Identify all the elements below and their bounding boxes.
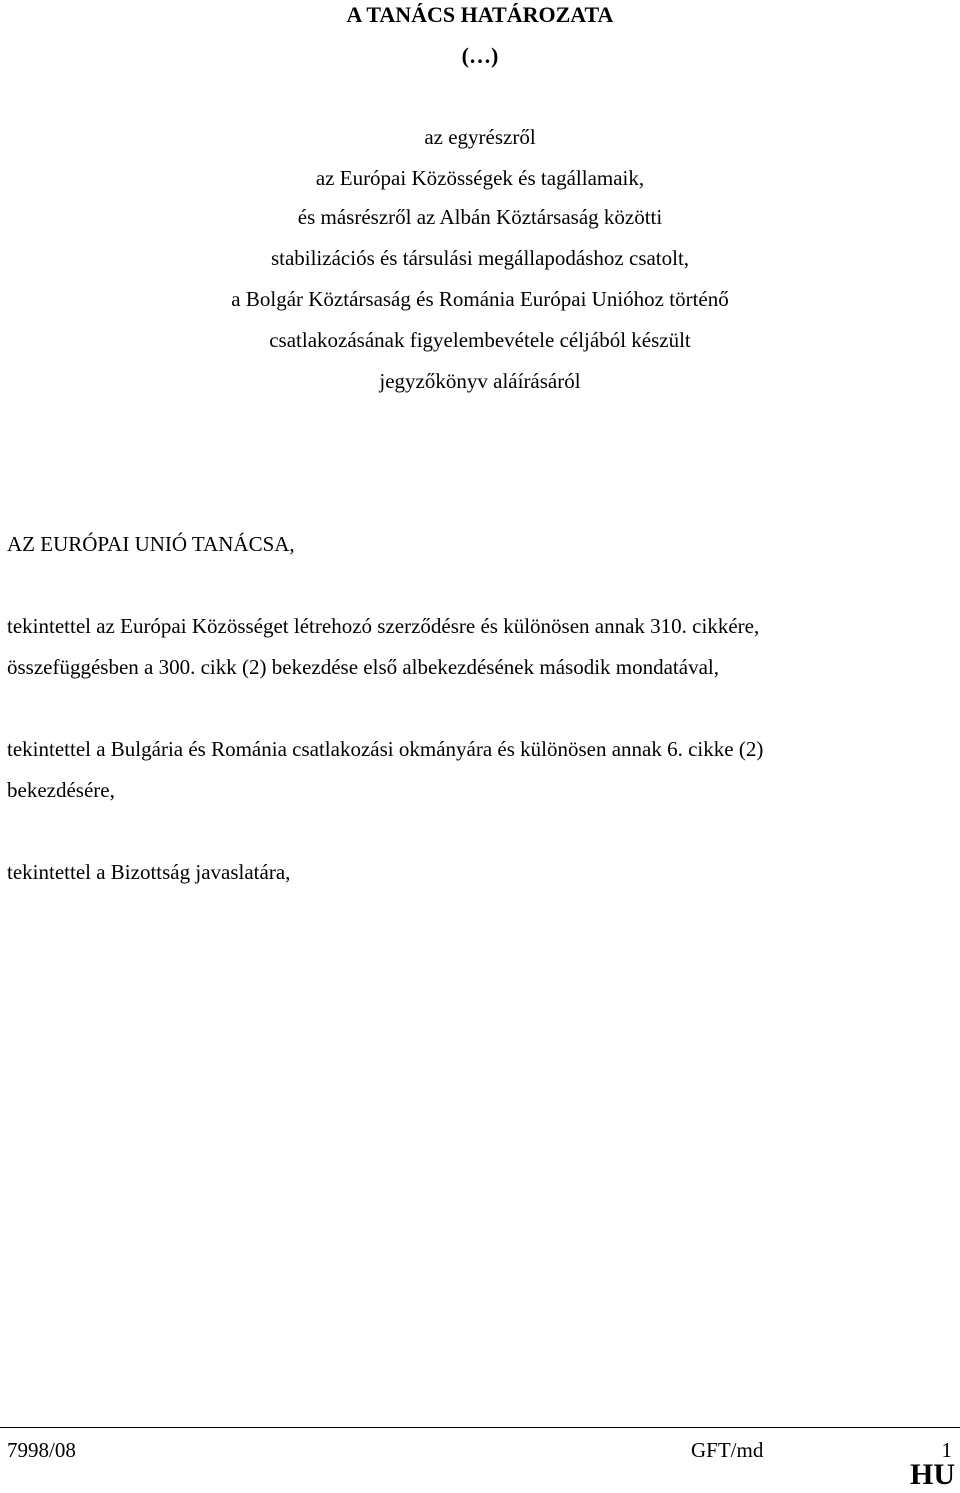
recital-line: tekintettel a Bulgária és Románia csatlakozási okmányára és különösen annak 6. cikke (2) <box>7 737 764 761</box>
recital-line: bekezdésére, <box>7 778 115 802</box>
subject-line: jegyzőkönyv aláírásáról <box>379 369 581 393</box>
footer-divider <box>0 1427 960 1428</box>
subject-line: a Bolgár Köztársaság és Románia Európai Unióhoz történő <box>231 287 729 311</box>
institution-heading: AZ EURÓPAI UNIÓ TANÁCSA, <box>7 532 295 556</box>
document-title: A TANÁCS HATÁROZATA <box>346 2 614 27</box>
date-placeholder: (…) <box>461 43 499 68</box>
footer-reference: GFT/md <box>691 1438 764 1462</box>
recital-line: tekintettel az Európai Közösséget létrehozó szerződésre és különösen annak 310. cikkére, <box>7 614 760 638</box>
recital-line: összefüggésben a 300. cikk (2) bekezdése első albekezdésének második mondatával, <box>7 655 719 679</box>
footer-page-number: 1 <box>941 1438 952 1462</box>
footer-doc-number: 7998/08 <box>7 1438 76 1462</box>
subject-line: csatlakozásának figyelembevétele céljából készült <box>269 328 691 352</box>
footer-language-code: HU <box>910 1458 955 1491</box>
subject-line: és másrészről az Albán Köztársaság közötti <box>297 205 663 229</box>
subject-line: az Európai Közösségek és tagállamaik, <box>315 166 645 190</box>
subject-line: stabilizációs és társulási megállapodáshoz csatolt, <box>270 246 690 270</box>
recital-line: tekintettel a Bizottság javaslatára, <box>7 860 291 884</box>
subject-line: az egyrészről <box>424 125 536 149</box>
